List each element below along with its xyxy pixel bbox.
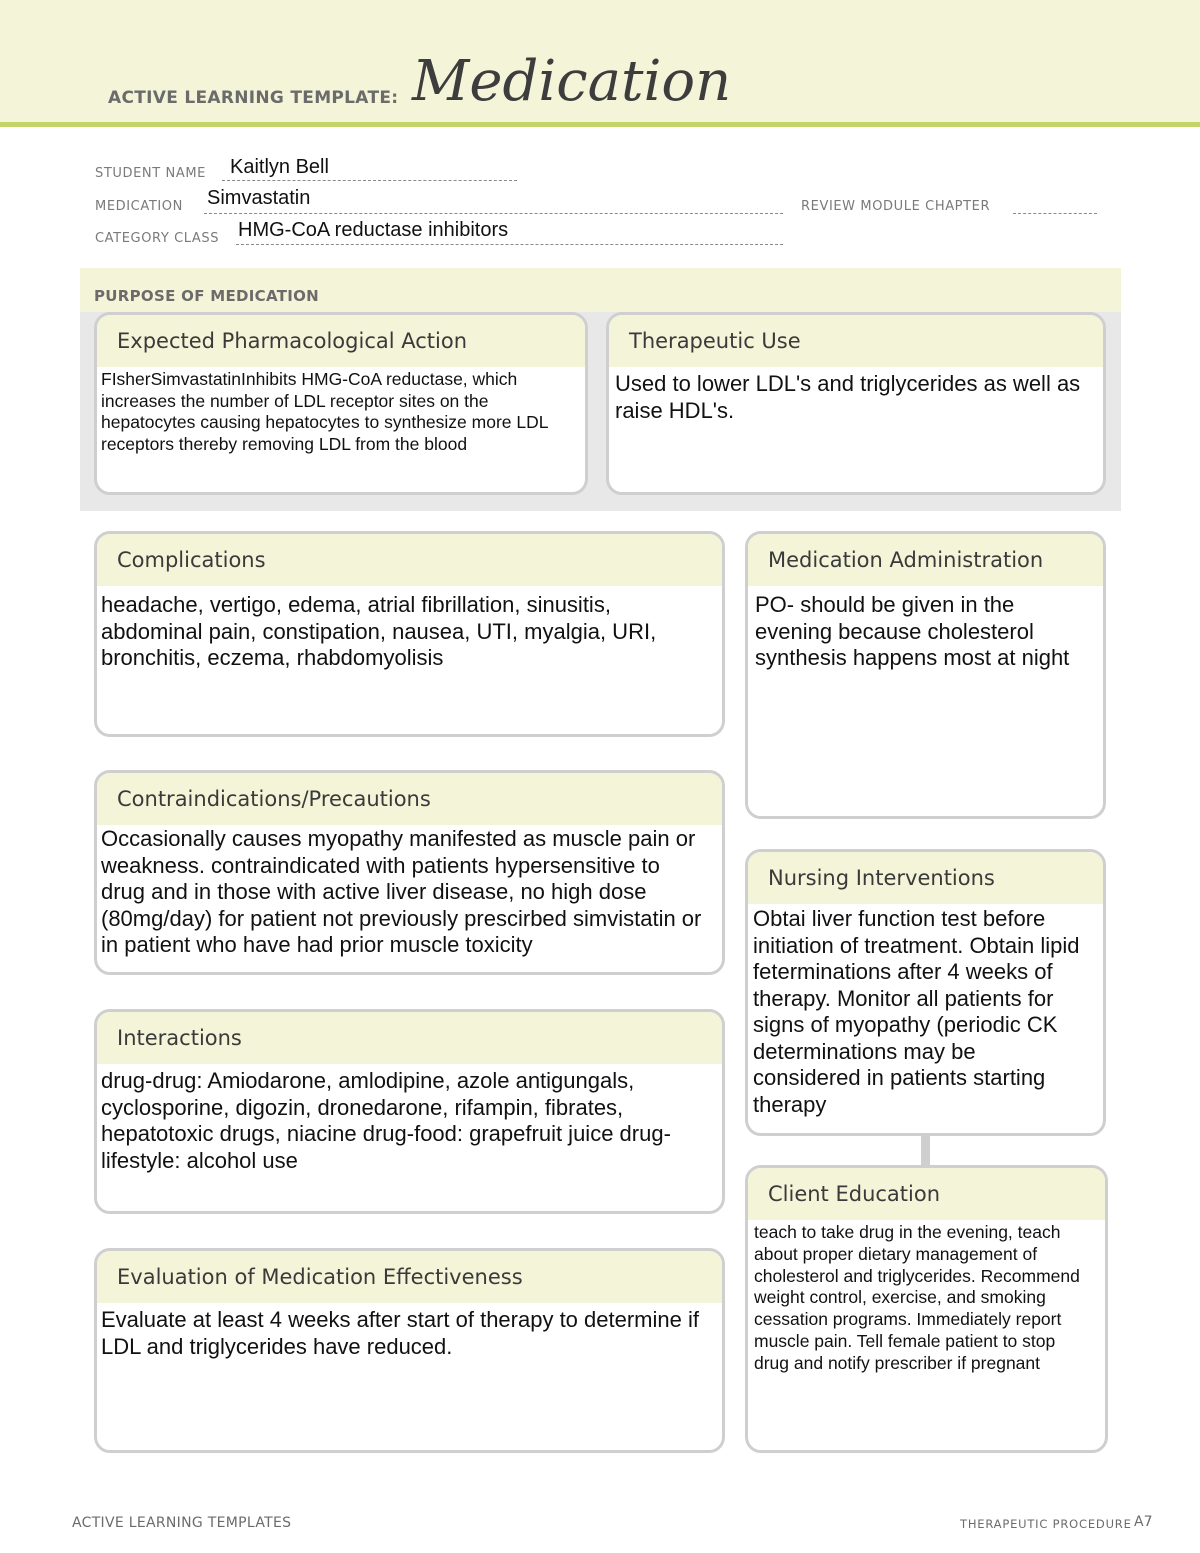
med-admin-title: Medication Administration [748,534,1103,586]
medication-line [204,213,783,214]
med-admin-text[interactable]: PO- should be given in the evening because cholesterol synthesis happens most at night [755,592,1070,670]
nursing-title: Nursing Interventions [748,852,1103,904]
student-name-line [222,180,517,181]
therapeutic-use-text[interactable]: Used to lower LDL's and triglycerides as well as raise HDL's. [615,371,1081,423]
complications-title: Complications [97,534,722,586]
purpose-label: PURPOSE OF MEDICATION [94,287,320,305]
client-education-title: Client Education [748,1168,1105,1220]
header-rule [0,122,1200,127]
interactions-box [94,1009,725,1214]
complications-box [94,531,725,737]
connector-bar [921,1134,930,1167]
evaluation-title: Evaluation of Medication Effectiveness [97,1251,722,1303]
category-class-label: CATEGORY CLASS [95,231,220,246]
nursing-box [745,849,1106,1136]
complications-text[interactable]: headache, vertigo, edema, atrial fibrillation, sinusitis, abdominal pain, constipation, nausea, UTI, myalgia, URI, bronchitis, eczema, rhabdomyolisis [101,592,657,670]
contraindications-box [94,770,725,975]
client-education-box [745,1165,1108,1453]
review-module-label: REVIEW MODULE CHAPTER [801,199,991,214]
nursing-text[interactable]: Obtai liver function test before initiation of treatment. Obtain lipid feterminations after 4 weeks of therapy. Monitor all patients for signs of myopathy (periodic CK determinations may be considered in patients starting therapy [753,906,1080,1117]
review-module-field[interactable] [1013,213,1097,214]
student-name-label: STUDENT NAME [95,166,206,181]
interactions-text[interactable]: drug-drug: Amiodarone, amlodipine, azole antigungals, cyclosporine, digozin, dronedarone, rifampin, fibrates, hepatotoxic drugs, niacine drug-food: grapefruit juice drug-lifestyle: alcohol use [101,1068,671,1173]
client-education-text[interactable]: teach to take drug in the evening, teach about proper dietary management of cholesterol and triglycerides. Recommend weight control, exercise, and smoking cessation programs. Immediately report muscle pain. Tell female patient to stop drug and notify prescriber if pregnant [754,1222,1080,1373]
interactions-title: Interactions [97,1012,722,1064]
category-class-line [236,244,783,245]
student-name-field[interactable]: Kaitlyn Bell [230,156,329,178]
contraindications-text[interactable]: Occasionally causes myopathy manifested as muscle pain or weakness. contraindicated with patients hypersensitive to drug and in those with active liver disease, no high dose (80mg/day) for patient not previously prescirbed simvistatin or in patient who have had prior muscle toxicity [101,826,702,957]
medication-label: MEDICATION [95,199,183,214]
footer-left: ACTIVE LEARNING TEMPLATES [72,1515,292,1531]
therapeutic-use-box [606,312,1106,495]
category-class-field[interactable]: HMG-CoA reductase inhibitors [238,219,509,241]
footer-page-number: A7 [1134,1514,1153,1530]
evaluation-box [94,1248,725,1453]
evaluation-text[interactable]: Evaluate at least 4 weeks after start of therapy to determine if LDL and triglycerides have reduced. [101,1307,699,1359]
medication-field[interactable]: Simvastatin [207,187,311,209]
template-title: Medication [412,49,732,114]
template-label: ACTIVE LEARNING TEMPLATE: [108,88,399,108]
expected-action-box [94,312,588,495]
footer-right: THERAPEUTIC PROCEDURE [960,1517,1132,1531]
therapeutic-use-title: Therapeutic Use [609,315,1103,367]
med-admin-box [745,531,1106,819]
contraindications-title: Contraindications/Precautions [97,773,722,825]
expected-action-title: Expected Pharmacological Action [97,315,585,367]
expected-action-text[interactable]: FIsherSimvastatinInhibits HMG-CoA reductase, which increases the number of LDL receptor sites on the hepatocytes causing hepatocytes to synthesize more LDL receptors thereby removing LDL from the blood [101,369,548,454]
